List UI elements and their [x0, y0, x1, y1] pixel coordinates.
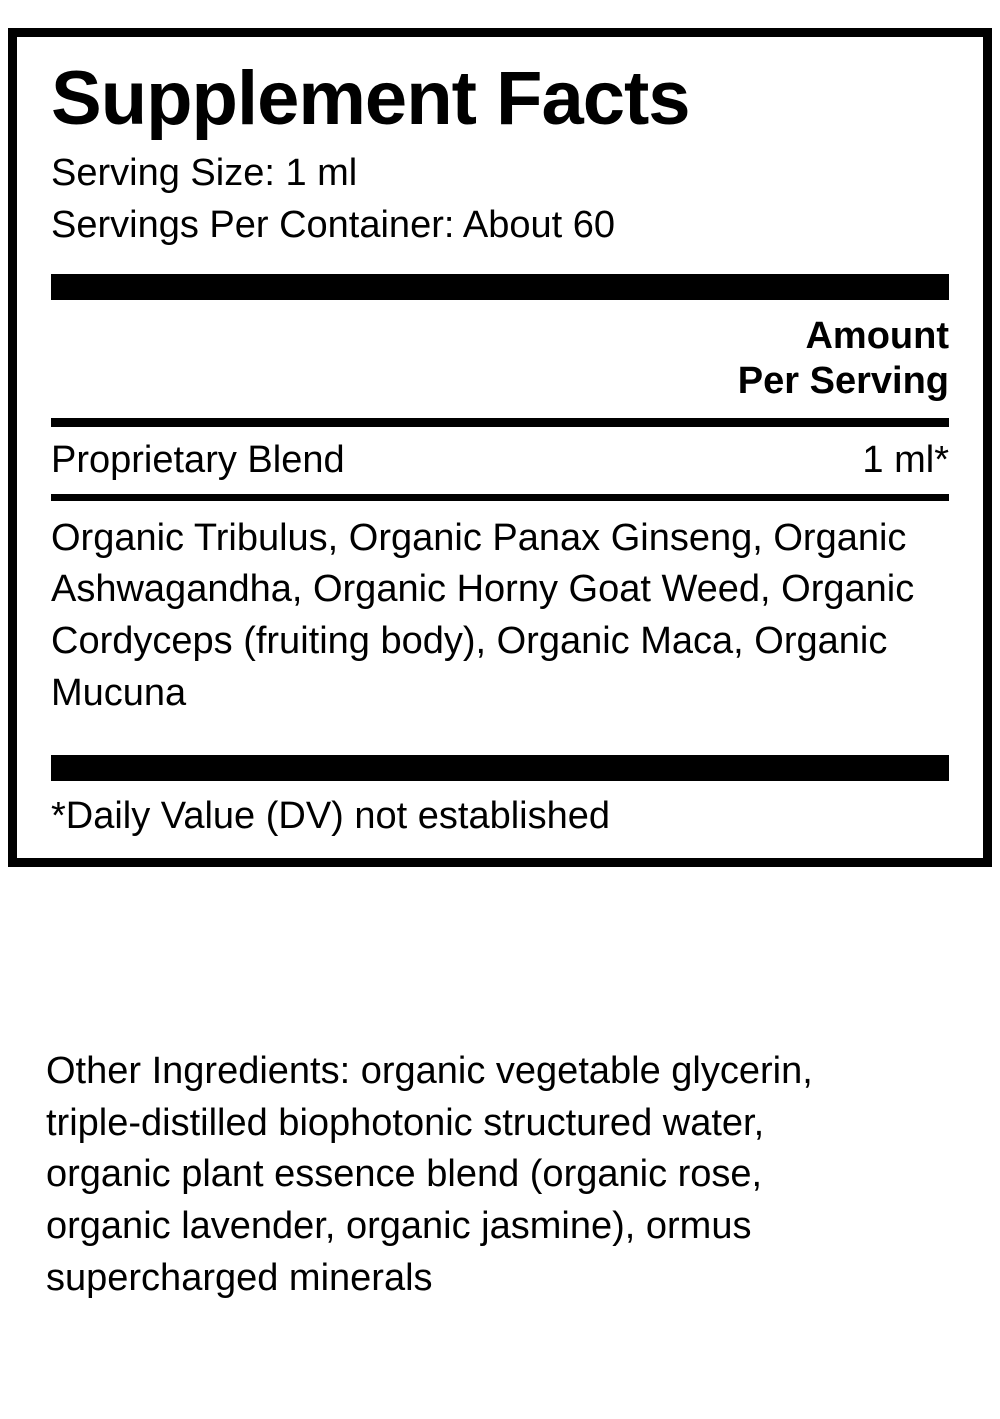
divider-under-blend-row	[51, 494, 949, 501]
blend-ingredients-text: Organic Tribulus, Organic Panax Ginseng, Organic Ashwagandha, Organic Horny Goat Weed, Organic Cordyceps (fruiting body), Organic Maca, Organic Mucuna	[51, 516, 915, 714]
divider-under-amount-header	[51, 418, 949, 427]
amount-header-line2: Per Serving	[737, 359, 949, 402]
facts-panel	[8, 28, 992, 867]
page-title: Supplement Facts	[51, 56, 690, 141]
other-ingredients-text: Other Ingredients: organic vegetable glycerin, triple-distilled biophotonic structured water, organic plant essence blend (organic rose, organic lavender, organic jasmine), ormus supercharged minerals	[46, 1050, 813, 1299]
serving-size-text: Serving Size: 1 ml	[51, 152, 358, 194]
proprietary-blend-row	[51, 427, 949, 494]
proprietary-blend-name: Proprietary Blend	[51, 438, 345, 481]
daily-value-footnote: *Daily Value (DV) not established	[51, 795, 611, 838]
divider-thick-bottom	[51, 755, 949, 781]
proprietary-blend-amount: 1 ml*	[862, 438, 949, 481]
divider-thick-top	[51, 274, 949, 300]
amount-per-serving-header	[51, 300, 949, 418]
servings-per-container-text: Servings Per Container: About 60	[51, 204, 616, 247]
amount-header-line1: Amount	[805, 314, 949, 357]
